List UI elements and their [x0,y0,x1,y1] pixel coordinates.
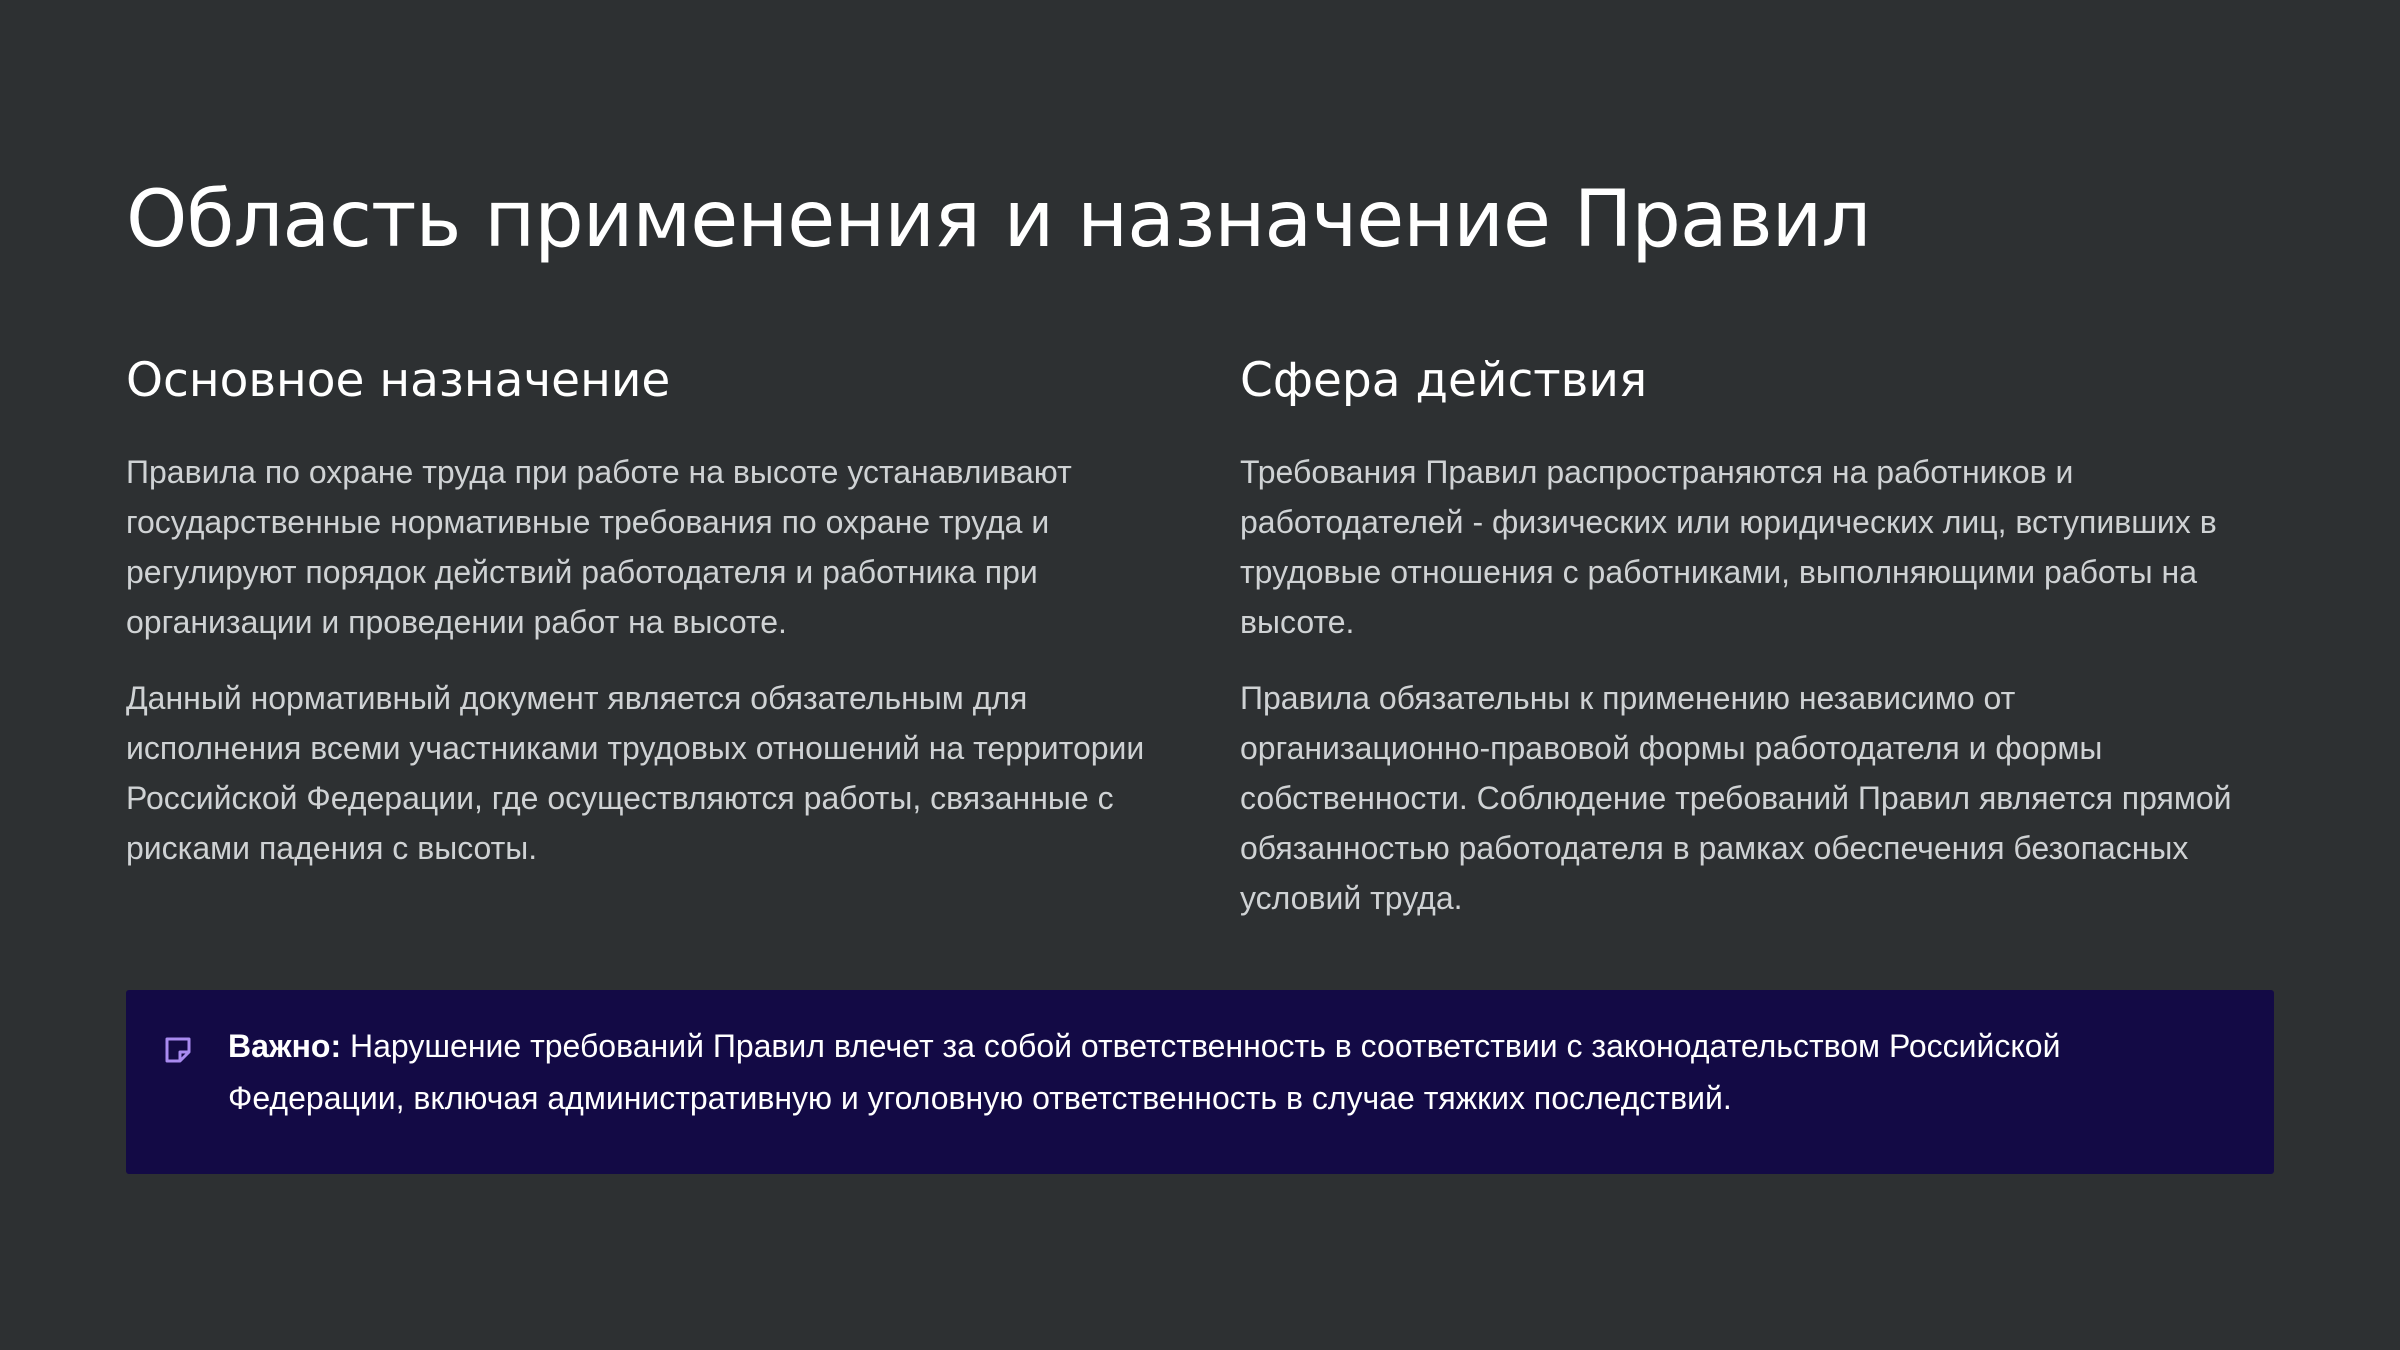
main-purpose-column [126,345,1166,899]
important-notice [126,990,2274,1174]
scope-column [1240,345,2274,949]
scope-paragraph-2: Правила обязательны к применению независимо от организационно-правовой формы работодателя и формы собственности. Соблюдение требований Правил является прямой обязанностью работодателя в рамках обеспечения безопасных условий труда. [1240,680,2232,916]
notice-label: Важно: [228,1028,342,1064]
main-purpose-paragraph-2: Данный нормативный документ является обязательным для исполнения всеми участниками трудовых отношений на территории Российской Федерации, где осуществляются работы, связанные с рисками падения с высоты. [126,680,1145,866]
scope-heading: Сфера действия [1240,353,1648,408]
main-purpose-heading: Основное назначение [126,353,671,408]
slide [126,0,2274,1350]
scope-paragraph-1: Требования Правил распространяются на работников и работодателей - физических или юридических лиц, вступивших в трудовые отношения с работниками, выполняющими работы на высоте. [1240,454,2217,640]
main-purpose-paragraph-1: Правила по охране труда при работе на высоте устанавливают государственные нормативные требования по охране труда и регулируют порядок действий работодателя и работника при организации и проведении работ на высоте. [126,454,1072,640]
page-title: Область применения и назначение Правил [126,175,1871,265]
notice-body: Нарушение требований Правил влечет за собой ответственность в соответствии с законодательством Российской Федерации, включая административную и уголовную ответственность в случае тяжких последствий. [228,1028,2061,1116]
note-icon [162,1034,194,1066]
notice-text [228,1020,2214,1124]
